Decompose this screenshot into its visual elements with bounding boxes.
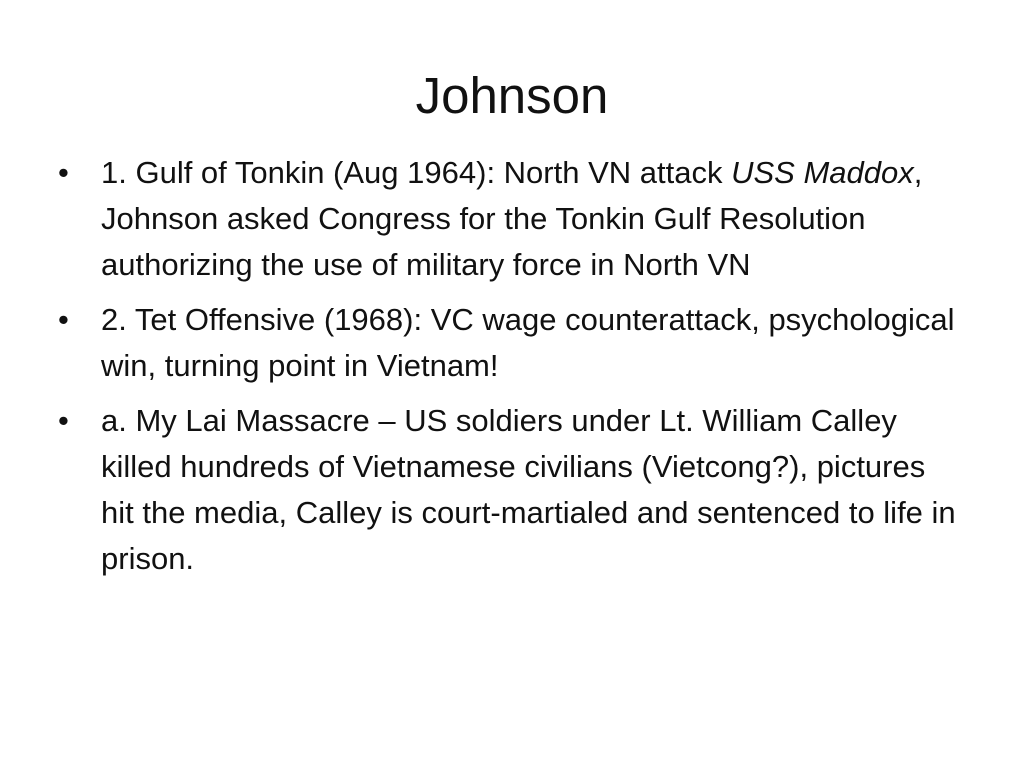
bullet-marker: •: [58, 403, 69, 438]
ship-name-italic: USS Maddox: [731, 155, 914, 190]
bullet-text: 2. Tet Offensive (1968): VC wage counterattack, psychological win, turning point in Vietnam!: [101, 302, 955, 383]
bullet-text: [101, 155, 922, 282]
bullet-text-part: 1. Gulf of Tonkin (Aug 1964): North VN attack: [101, 155, 732, 190]
bullet-item-my-lai-massacre: [58, 398, 958, 582]
bullet-list: [58, 150, 958, 591]
bullet-item-tet-offensive: [58, 297, 958, 389]
bullet-marker: •: [58, 302, 69, 337]
bullet-item-gulf-of-tonkin: [58, 150, 958, 288]
bullet-text: a. My Lai Massacre – US soldiers under Lt. William Calley killed hundreds of Vietnamese civilians (Vietcong?), pictures hit the media, Calley is court-martialed and sentenced to life in prison.: [101, 403, 956, 576]
bullet-text-part: , Johnson asked Congress for the Tonkin Gulf Resolution authorizing the use of military force in North VN: [101, 155, 923, 282]
bullet-marker: •: [58, 155, 69, 190]
slide-title: Johnson: [415, 67, 609, 124]
